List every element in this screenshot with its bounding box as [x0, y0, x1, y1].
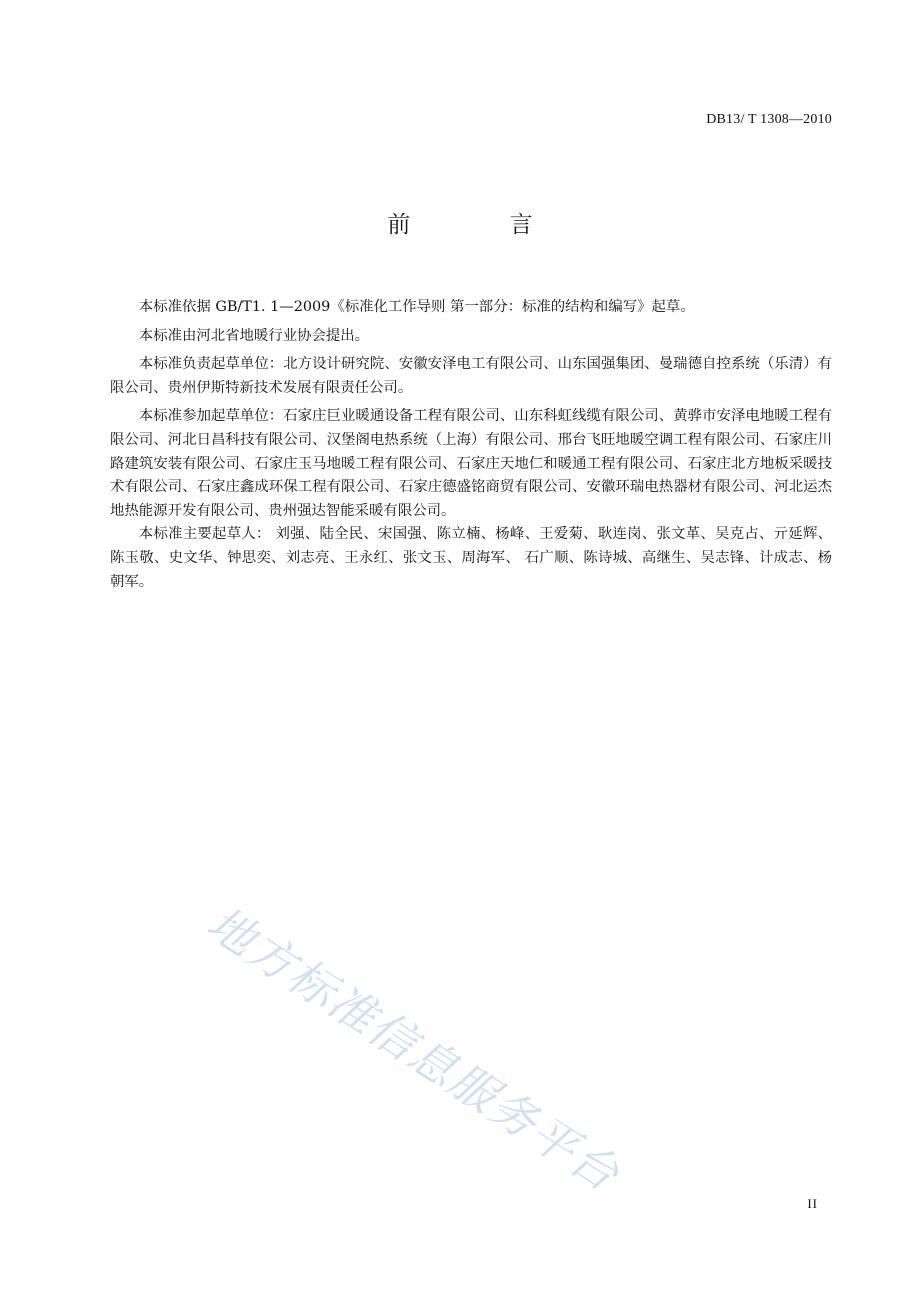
page-title: 前 言: [387, 212, 579, 238]
foreword-body: [110, 296, 832, 599]
page-number: II: [807, 1196, 818, 1211]
paragraph-proposer: 本标准由河北省地暖行业协会提出。: [138, 327, 370, 344]
watermark: 地方标准信息服务平台: [197, 895, 630, 1203]
standard-code: DB13/ T 1308—2010: [706, 112, 832, 127]
paragraph-drafting-basis: 本标准依据 GB/T1. 1—2009《标准化工作导则 第一部分：标准的结构和编写》起草。: [138, 299, 695, 315]
paragraph-main-drafters: 本标准主要起草人： 刘强、陆全民、宋国强、陈立楠、杨峰、王爱菊、耿连岗、张文革、吴克占、亓延辉、陈玉敬、史文华、钟思奕、刘志亮、王永红、张文玉、周海军、 石广顺、陈诗城、高继生、吴志锋、计成志、杨朝军。: [110, 526, 832, 590]
paragraph-participating-units: 本标准参加起草单位：石家庄巨业暖通设备工程有限公司、山东科虹线缆有限公司、黄骅市安泽电地暖工程有限公司、河北日昌科技有限公司、汉堡阁电热系统（上海）有限公司、邢台飞旺地暖空调工程有限公司、石家庄川路建筑安装有限公司、石家庄玉马地暖工程有限公司、石家庄天地仁和暖通工程有限公司、石家庄北方地板采暖技术有限公司、石家庄鑫成环保工程有限公司、石家庄德盛铭商贸有限公司、安徽环瑞电热器材有限公司、河北运杰地热能源开发有限公司、贵州强达智能采暖有限公司。: [110, 408, 832, 519]
paragraph-responsible-units: 本标准负责起草单位：北方设计研究院、安徽安泽电工有限公司、山东国强集团、曼瑞德自控系统（乐清）有限公司、贵州伊斯特新技术发展有限责任公司。: [110, 356, 832, 396]
